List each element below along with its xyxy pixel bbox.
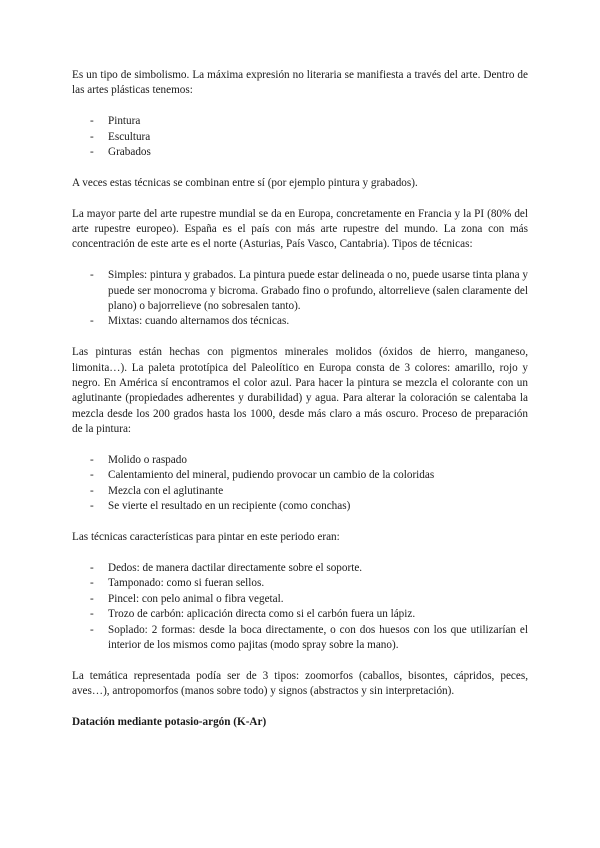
list-item: - Mezcla con el aglutinante [72,484,528,499]
paragraph-tecnicas-pintar: Las técnicas características para pintar en este periodo eran: [72,531,340,544]
list-item: - Pincel: con pelo animal o fibra vegetal. [72,592,528,607]
list-proceso-preparacion [72,453,528,515]
list-item: - Grabados [72,145,528,160]
list-tipos-tecnicas [72,268,528,330]
list-item: - Tamponado: como si fueran sellos. [72,576,528,591]
paragraph-tematica: La temática representada podía ser de 3 tipos: zoomorfos (caballos, bisontes, cápridos, peces, aves…), antropomorfos (manos sobre todo) y signos (abstractos y sin interpretación). [72,669,528,698]
paragraph-pigmentos: Las pinturas están hechas con pigmentos minerales molidos (óxidos de hierro, manganeso, limonita…). La paleta prototípica del Paleolítico en Europa consta de 3 colores: amarillo, rojo y negro. En América sí encontramos el color azul. Para hacer la pintura se mezcla el colorante con un aglutinante (propiedades adherentes y durabilidad) y agua. Para alterar la coloración se calentaba la mezcla desde los 200 grados hasta los 1000, desde más claro a más oscuro. Proceso de preparación de la pintura: [72,346,528,436]
paragraph-intro: Es un tipo de simbolismo. La máxima expresión no literaria se manifiesta a través del arte. Dentro de las artes plásticas tenemos: [72,69,528,97]
list-item: - Soplado: 2 formas: desde la boca directamente, o con dos huesos con los que utilizarían el interior de los mismos como pajitas (modo spray sobre la mano). [72,623,528,654]
list-item: - Molido o raspado [72,453,528,468]
list-tecnicas-pintar [72,561,528,653]
list-item: - Escultura [72,130,528,145]
list-item: - Calentamiento del mineral, pudiendo provocar un cambio de la coloridas [72,468,528,483]
list-item: - Se vierte el resultado en un recipiente (como conchas) [72,499,528,514]
paragraph-combinacion: A veces estas técnicas se combinan entre sí (por ejemplo pintura y grabados). [72,176,418,189]
paragraph-arte-rupestre: La mayor parte del arte rupestre mundial se da en Europa, concretamente en Francia y la PI (80% del arte rupestre europeo). España es el país con más arte rupestre del mundo. La zona con más concentración de este arte es el norte (Asturias, País Vasco, Cantabria). Tipos de técnicas: [72,207,528,251]
list-item: - Simples: pintura y grabados. La pintura puede estar delineada o no, puede usarse tinta plana y puede ser monocroma y bicroma. Grabado fino o profundo, altorrelieve (salen claramente del plano) o bajorrelieve (no sobresalen tanto). [72,268,528,314]
section-heading: Datación mediante potasio-argón (K-Ar) [72,715,267,728]
list-item: - Pintura [72,114,528,129]
list-item: - Dedos: de manera dactilar directamente sobre el soporte. [72,561,528,576]
list-artes-plasticas [72,114,528,160]
list-item: - Mixtas: cuando alternamos dos técnicas. [72,314,528,329]
list-item: - Trozo de carbón: aplicación directa como si el carbón fuera un lápiz. [72,607,528,622]
